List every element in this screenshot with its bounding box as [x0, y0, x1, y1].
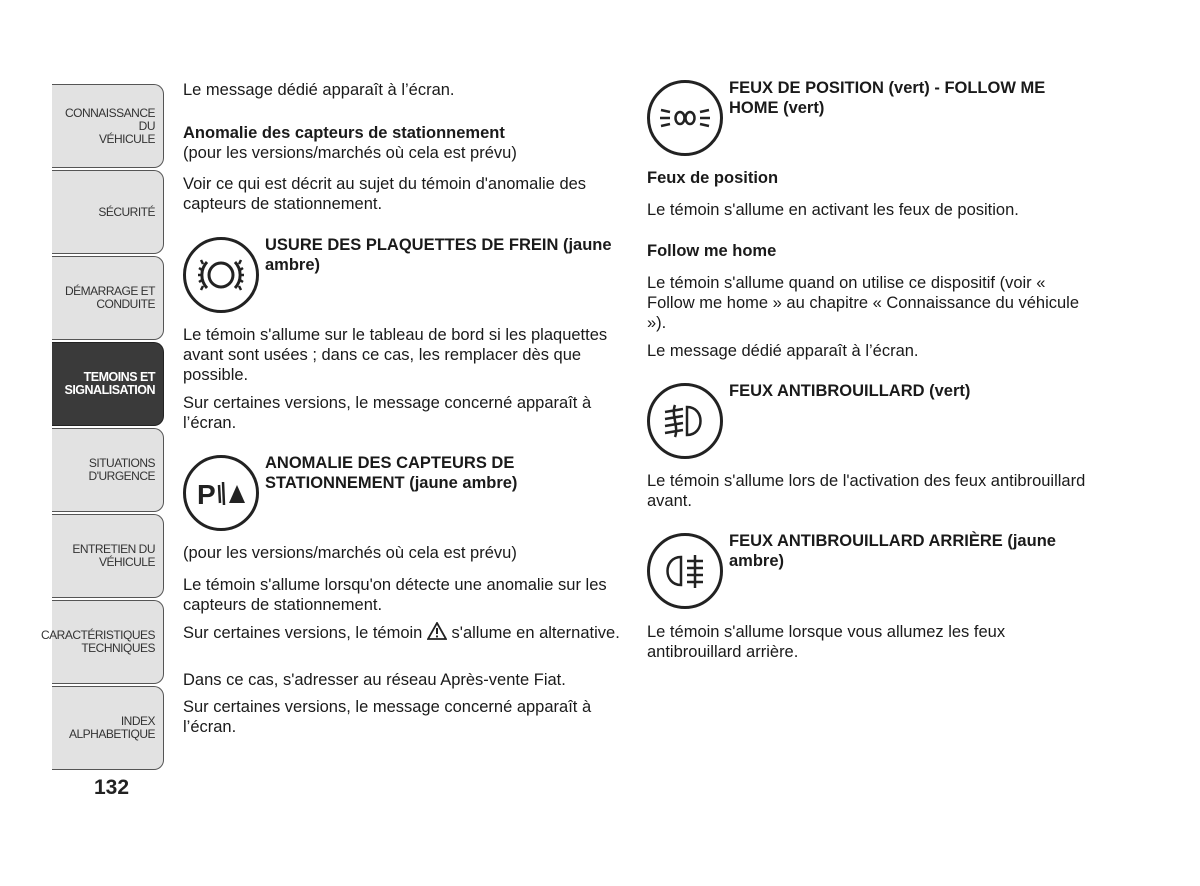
paragraph	[183, 622, 623, 645]
tab-entretien-vehicule[interactable]	[52, 514, 164, 598]
tab-label: TEMOINS ET SIGNALISATION	[64, 370, 155, 397]
tab-label: CARACTÉRISTIQUES TECHNIQUES	[40, 628, 155, 655]
tab-caracteristiques-techniques[interactable]	[40, 600, 164, 684]
rear-fog-section	[647, 533, 1087, 609]
paragraph: Dans ce cas, s'adresser au réseau Après-vente Fiat.	[183, 671, 566, 689]
tab-label: SITUATIONS D'URGENCE	[88, 456, 155, 483]
tab-label: CONNAISSANCE DU VÉHICULE	[64, 105, 155, 146]
svg-text:P: P	[197, 479, 216, 510]
parking-sensor-icon	[183, 455, 259, 531]
warning-title: FEUX ANTIBROUILLARD ARRIÈRE (jaune ambre)	[729, 532, 1056, 570]
tab-index-alphabetique[interactable]	[52, 686, 164, 770]
text-fragment: s'allume en alternative.	[451, 624, 620, 642]
tab-demarrage-conduite[interactable]	[52, 256, 164, 340]
parking-sensor-note	[183, 123, 623, 163]
tab-securite[interactable]	[52, 170, 164, 254]
front-fog-section	[647, 383, 1087, 459]
subheading: Feux de position	[647, 169, 779, 187]
tab-situations-urgence[interactable]	[52, 428, 164, 512]
paragraph: (pour les versions/marchés où cela est prévu)	[183, 144, 517, 162]
paragraph: Le témoin s'allume sur le tableau de bord si les plaquettes avant sont usées ; dans ce cas, les remplacer dès que possible.	[183, 326, 608, 384]
warning-title: FEUX ANTIBROUILLARD (vert)	[729, 382, 971, 400]
paragraph: (pour les versions/marchés où cela est prévu)	[183, 544, 517, 562]
paragraph: Le message dédié apparaît à l’écran.	[647, 342, 919, 360]
warning-title: USURE DES PLAQUETTES DE FREIN (jaune ambre)	[265, 236, 612, 274]
paragraph: Le message dédié apparaît à l’écran.	[183, 81, 455, 99]
paragraph: Sur certaines versions, le message concerné apparaît à l’écran.	[183, 698, 592, 736]
tab-label: DÉMARRAGE ET CONDUITE	[64, 284, 155, 311]
paragraph: Le témoin s'allume en activant les feux de position.	[647, 201, 1019, 219]
tab-label: SÉCURITÉ	[98, 204, 155, 219]
brake-pad-icon	[183, 237, 259, 313]
parking-sensor-section	[183, 455, 623, 531]
tab-label: INDEX ALPHABETIQUE	[68, 714, 155, 741]
subheading: Follow me home	[647, 242, 777, 260]
paragraph: Sur certaines versions, le message concerné apparaît à l’écran.	[183, 394, 592, 432]
page-number: 132	[94, 776, 130, 799]
paragraph: Voir ce qui est décrit au sujet du témoin d'anomalie des capteurs de stationnement.	[183, 175, 587, 213]
tab-temoins-signalisation[interactable]	[52, 342, 164, 426]
position-lights-icon	[647, 80, 723, 156]
front-fog-light-icon	[647, 383, 723, 459]
text-fragment: Sur certaines versions, le témoin	[183, 624, 423, 642]
tab-label: ENTRETIEN DU VÉHICULE	[72, 542, 155, 569]
warning-title: ANOMALIE DES CAPTEURS DE STATIONNEMENT (jaune ambre)	[265, 454, 518, 492]
paragraph: Le témoin s'allume lors de l'activation des feux antibrouillard avant.	[647, 472, 1086, 510]
position-lights-section	[647, 80, 1087, 156]
warning-triangle-icon	[427, 622, 447, 645]
warning-title: FEUX DE POSITION (vert) - FOLLOW ME HOME (vert)	[729, 79, 1046, 117]
tab-connaissance-vehicule[interactable]	[52, 84, 164, 168]
paragraph: Le témoin s'allume lorsque vous allumez les feux antibrouillard arrière.	[647, 623, 1006, 661]
rear-fog-light-icon	[647, 533, 723, 609]
subheading: Anomalie des capteurs de stationnement	[183, 124, 505, 142]
paragraph: Le témoin s'allume lorsqu'on détecte une anomalie sur les capteurs de stationnement.	[183, 576, 607, 614]
paragraph: Le témoin s'allume quand on utilise ce dispositif (voir « Follow me home » au chapitre « Connaissance du véhicule »).	[647, 274, 1079, 332]
brake-pad-section	[183, 237, 623, 313]
